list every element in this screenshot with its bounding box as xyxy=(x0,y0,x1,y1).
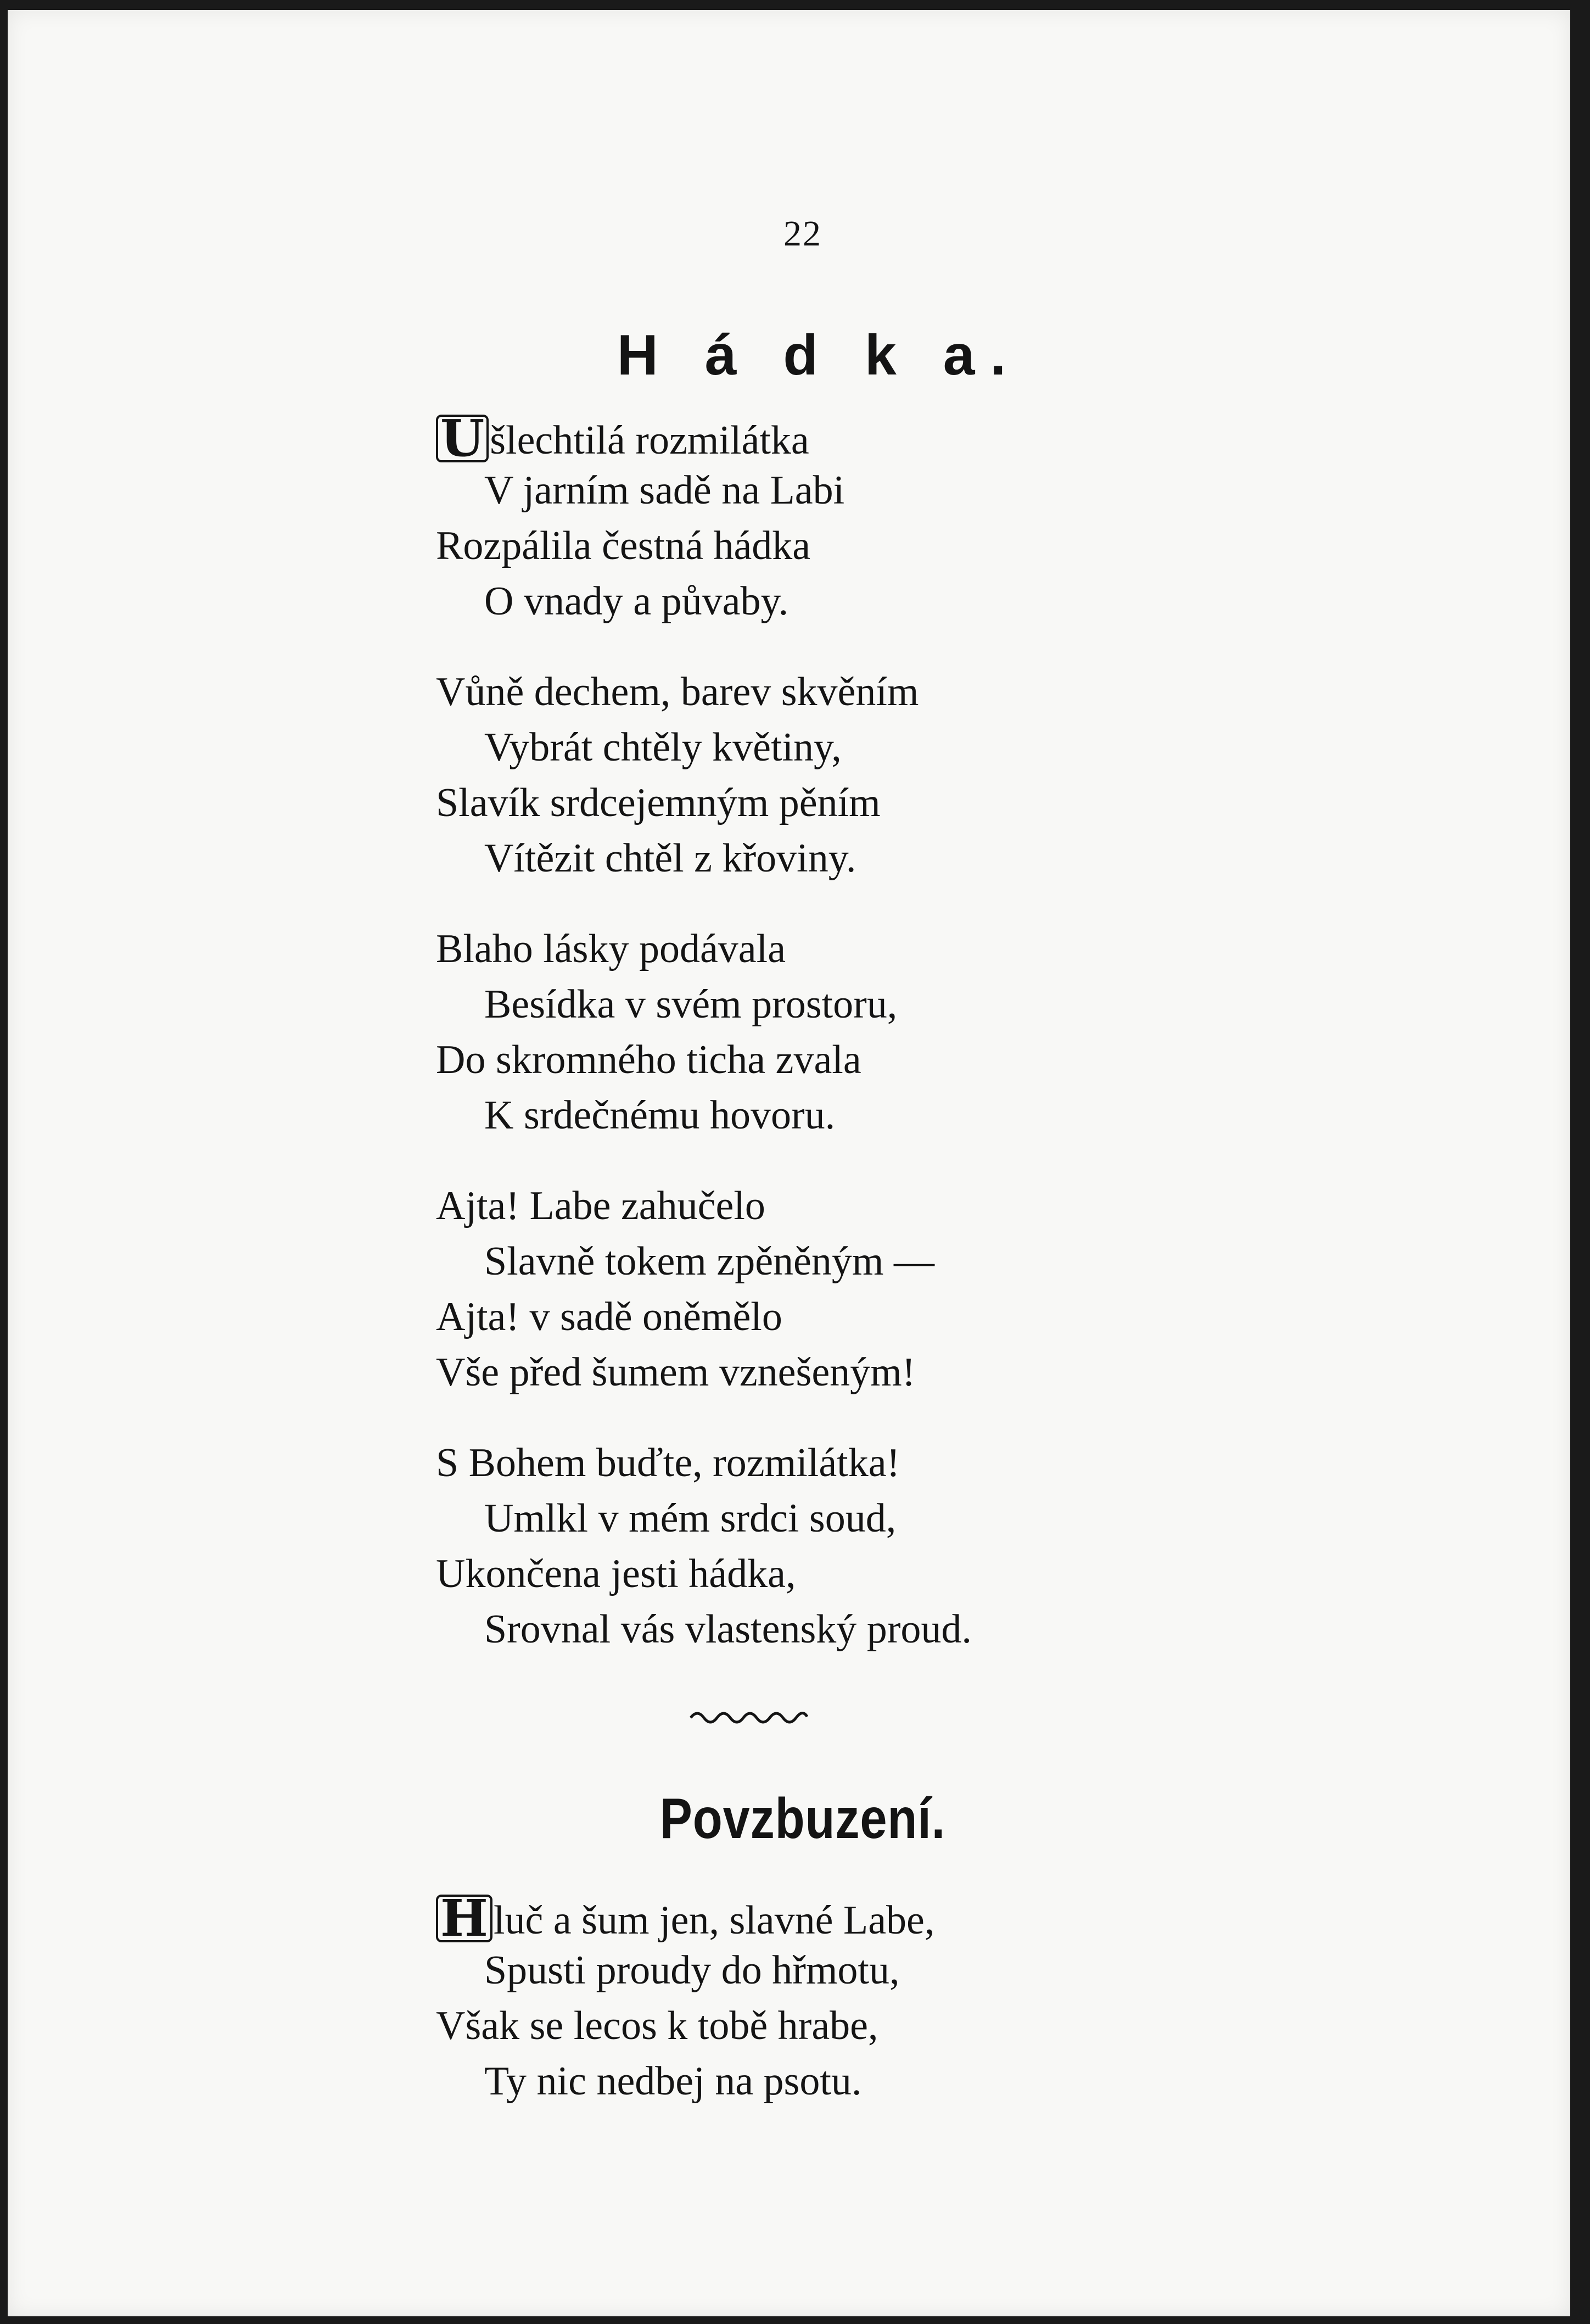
verse-line: Ty nic nedbej na psotu. xyxy=(484,2059,862,2104)
verse-line: Srovnal vás vlastenský proud. xyxy=(484,1607,972,1652)
page-number: 22 xyxy=(783,214,822,254)
verse-line: V jarním sadě na Labi xyxy=(484,468,845,513)
poem-title-povzbuzeni: Povzbuzení. xyxy=(659,1787,946,1851)
verse-line: Vítězit chtěl z křoviny. xyxy=(484,836,856,881)
verse-line: Ajta! v sadě oněmělo xyxy=(436,1294,782,1339)
dropcap-letter: U xyxy=(436,415,489,462)
verse-line: Umlkl v mém srdci soud, xyxy=(484,1496,897,1541)
ornamental-divider xyxy=(688,1706,809,1728)
verse-line: Spusti proudy do hřmotu, xyxy=(484,1948,900,1993)
verse-line: Slavík srdcejemným pěním xyxy=(436,780,881,825)
verse-line: Však se lecos k tobě hrabe, xyxy=(436,2003,878,2048)
verse-line: Vše před šumem vznešeným! xyxy=(436,1350,916,1395)
verse-line: Slavně tokem zpěněným — xyxy=(484,1239,934,1284)
verse-line: Do skromného ticha zvala xyxy=(436,1037,861,1082)
verse-line: Rozpálila čestná hádka xyxy=(436,523,811,568)
verse-line: Vůně dechem, barev skvěním xyxy=(436,669,919,714)
verse-line: H luč a šum jen, slavné Labe, xyxy=(436,1895,934,1942)
book-page xyxy=(8,10,1570,2316)
verse-line: Blaho lásky podávala xyxy=(436,926,786,971)
poem-title-hadka: H á d k a. xyxy=(617,323,1022,387)
verse-line: S Bohem buďte, rozmilátka! xyxy=(436,1440,900,1485)
dropcap-letter: H xyxy=(436,1895,492,1942)
verse-line: Ukončena jesti hádka, xyxy=(436,1551,796,1596)
verse-line: U šlechtilá rozmilátka xyxy=(436,415,809,462)
verse-line: Vybrát chtěly květiny, xyxy=(484,725,842,770)
verse-line: Ajta! Labe zahučelo xyxy=(436,1183,765,1228)
verse-line: Besídka v svém prostoru, xyxy=(484,982,898,1027)
verse-line: K srdečnému hovoru. xyxy=(484,1093,836,1138)
verse-line: O vnady a půvaby. xyxy=(484,579,789,624)
